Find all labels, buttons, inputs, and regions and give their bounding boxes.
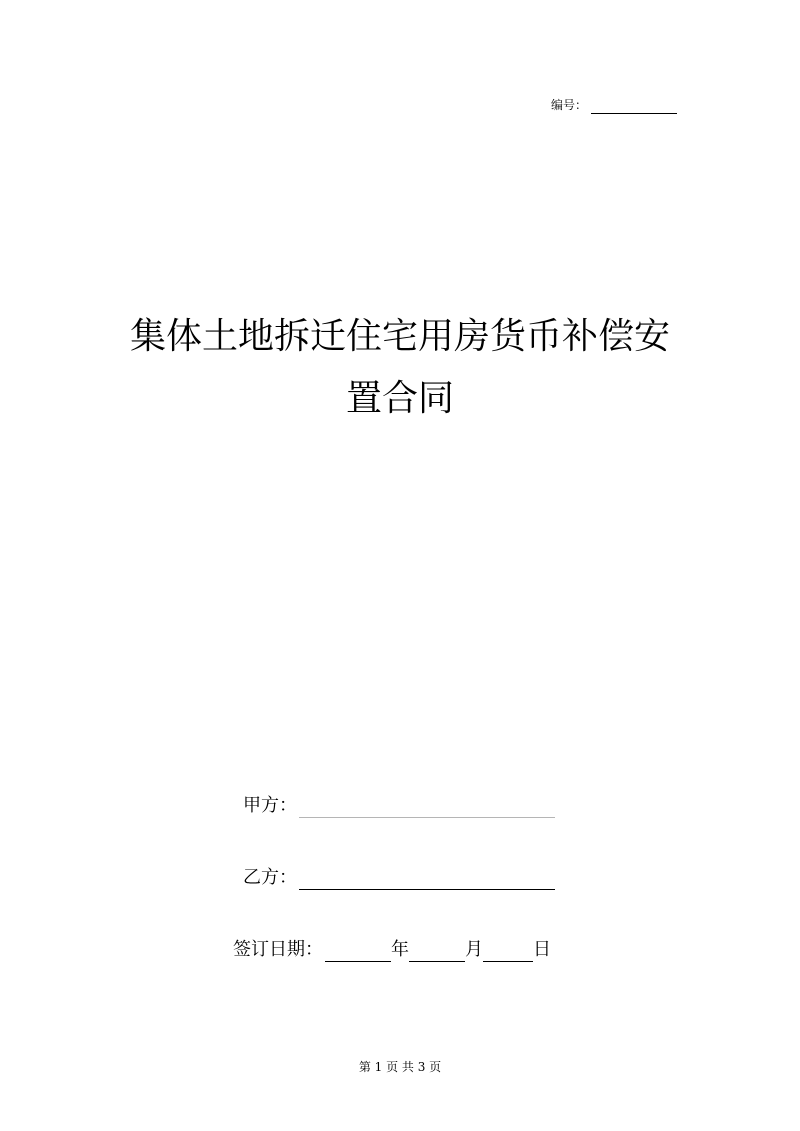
title-line-2: 置合同 [345, 378, 454, 419]
party-b-field [243, 866, 555, 890]
year-blank [325, 941, 391, 962]
page-number: 第 1 页 共 3 页 [358, 1060, 442, 1074]
month-label: 月 [465, 939, 483, 960]
party-a-field [243, 794, 555, 818]
document-title [0, 306, 800, 430]
title-line-1: 集体土地拆迁住宅用房货币补偿安 [129, 316, 670, 357]
day-blank [483, 941, 533, 962]
sign-date-label: 签订日期： [233, 939, 323, 960]
month-blank [409, 941, 465, 962]
day-label: 日 [533, 939, 551, 960]
contract-number-blank [591, 99, 677, 114]
party-a-blank [299, 797, 555, 818]
party-b-label: 乙方： [243, 867, 297, 888]
contract-number [551, 96, 677, 114]
party-b-blank [299, 869, 555, 890]
contract-number-label: 编号： [551, 98, 588, 112]
page-footer [0, 1058, 800, 1076]
party-a-label: 甲方： [243, 795, 297, 816]
sign-date-field [233, 938, 551, 962]
year-label: 年 [391, 939, 409, 960]
